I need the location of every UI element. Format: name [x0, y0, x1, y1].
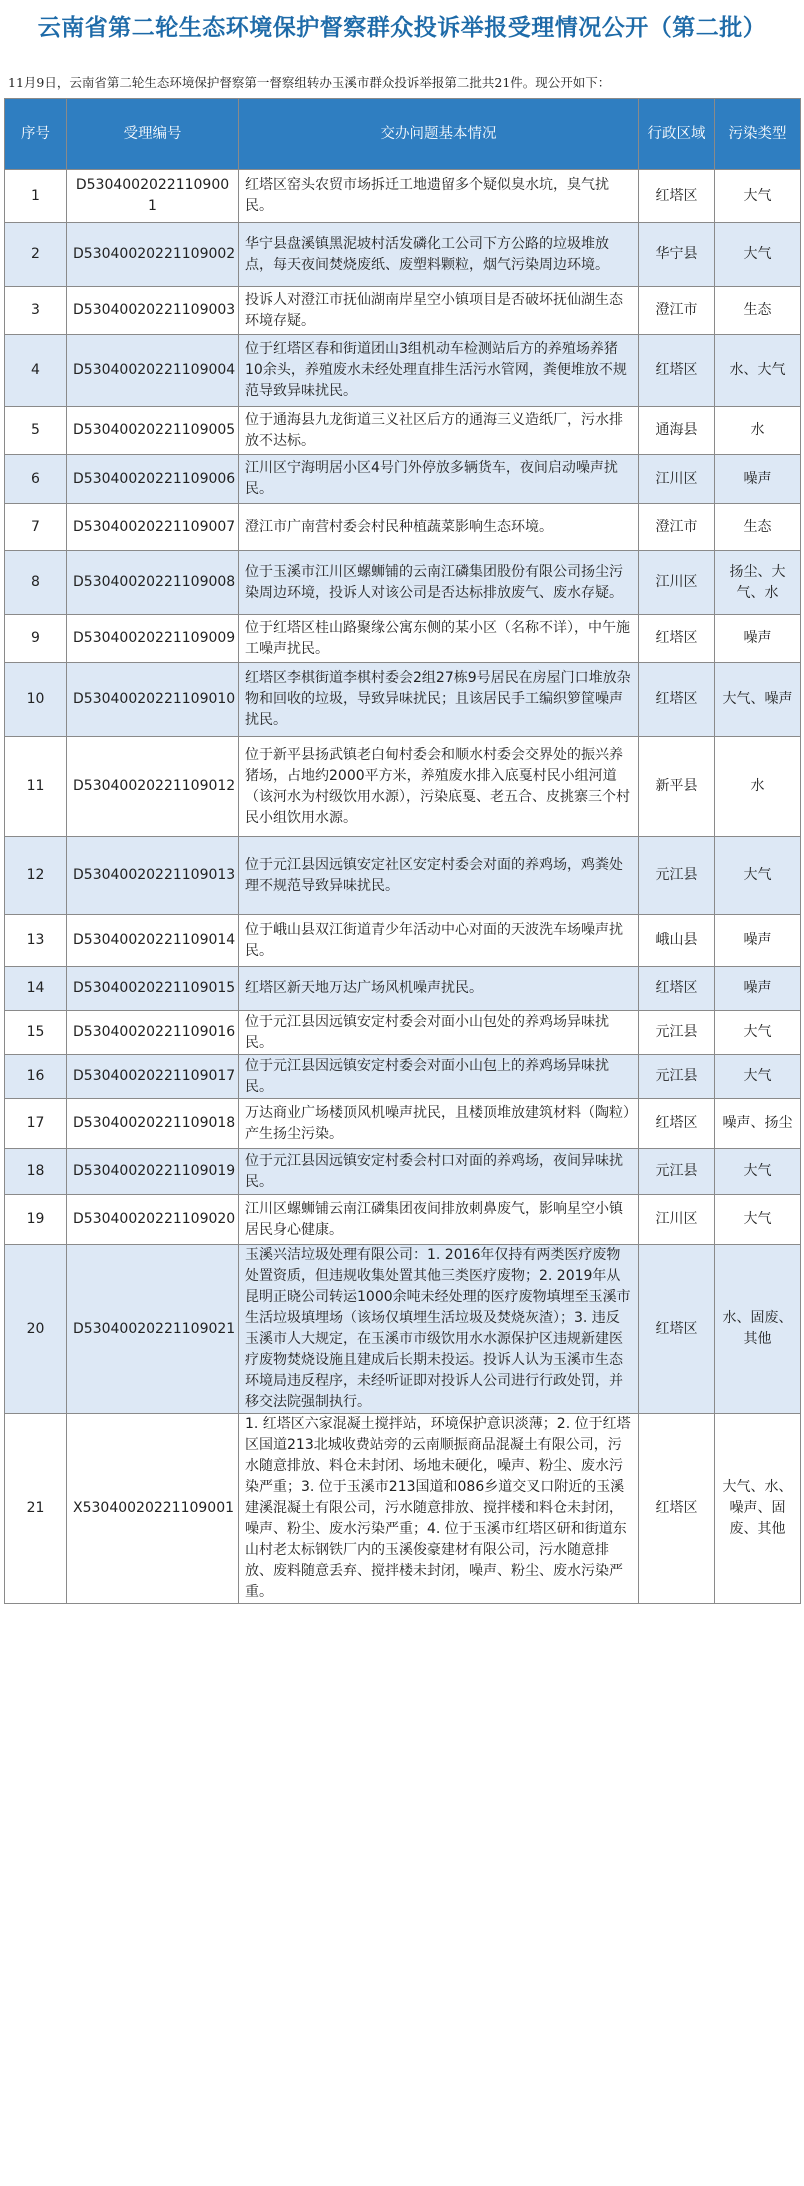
cell-desc: 位于元江县因远镇安定村委会对面小山包上的养鸡场异味扰民。	[239, 1055, 639, 1099]
cell-type: 噪声	[715, 615, 801, 663]
cell-region: 江川区	[639, 455, 715, 504]
cell-id: D5304002022110900​1	[67, 170, 239, 223]
cell-id: D53040020221109015	[67, 967, 239, 1011]
cell-id: D53040020221109003	[67, 287, 239, 335]
table-row	[5, 1099, 801, 1149]
cell-type: 噪声、扬尘	[715, 1099, 801, 1149]
cell-no: 20	[5, 1245, 67, 1414]
cell-desc: 华宁县盘溪镇黑泥坡村活发磷化工公司下方公路的垃圾堆放点，每天夜间焚烧废纸、废塑料颗粒，烟气污染周边环境。	[239, 223, 639, 287]
cell-no: 5	[5, 407, 67, 455]
table-row	[5, 737, 801, 837]
cell-region: 红塔区	[639, 1414, 715, 1604]
cell-no: 8	[5, 551, 67, 615]
cell-type: 大气	[715, 170, 801, 223]
col-header-desc: 交办问题基本情况	[239, 99, 639, 170]
col-header-id: 受理编号	[67, 99, 239, 170]
cell-id: D53040020221109010	[67, 663, 239, 737]
cell-no: 7	[5, 504, 67, 551]
table-row	[5, 551, 801, 615]
table-row	[5, 1149, 801, 1195]
cell-region: 红塔区	[639, 170, 715, 223]
table-row	[5, 287, 801, 335]
cell-desc: 位于元江县因远镇安定村委会村口对面的养鸡场，夜间异味扰民。	[239, 1149, 639, 1195]
cell-id: D53040020221109002	[67, 223, 239, 287]
cell-desc: 红塔区窑头农贸市场拆迁工地遗留多个疑似臭水坑，臭气扰民。	[239, 170, 639, 223]
table-row	[5, 223, 801, 287]
cell-no: 1	[5, 170, 67, 223]
cell-region: 红塔区	[639, 663, 715, 737]
complaints-table	[4, 98, 801, 1604]
table-row	[5, 504, 801, 551]
cell-desc: 江川区螺蛳铺云南江磷集团夜间排放刺鼻废气，影响星空小镇居民身心健康。	[239, 1195, 639, 1245]
col-header-type: 污染类型	[715, 99, 801, 170]
cell-desc: 玉溪兴洁垃圾处理有限公司：1. 2016年仅持有两类医疗废物处置资质，但违规收集处置其他三类医疗废物；2. 2019年从昆明正晓公司转运1000余吨未经处理的医疗废物填埋至玉溪市生活垃圾填埋场（该场仅填埋生活垃圾及焚烧灰渣）；3. 违反玉溪市人大规定，在玉溪市市级饮用水水源保护区违规新建医疗废物焚烧设施且建成后长期未投运。投诉人认为玉溪市生态环境局违反程序，未经听证即对投诉人公司进行行政处罚，并移交法院强制执行。	[239, 1245, 639, 1414]
cell-region: 江川区	[639, 551, 715, 615]
col-header-region: 行政区域	[639, 99, 715, 170]
cell-no: 12	[5, 837, 67, 915]
cell-desc: 位于红塔区桂山路聚缘公寓东侧的某小区（名称不详），中午施工噪声扰民。	[239, 615, 639, 663]
cell-region: 新平县	[639, 737, 715, 837]
cell-type: 大气	[715, 1195, 801, 1245]
cell-type: 大气	[715, 837, 801, 915]
cell-type: 水、固废、其他	[715, 1245, 801, 1414]
cell-no: 4	[5, 335, 67, 407]
cell-region: 红塔区	[639, 1245, 715, 1414]
cell-id: D53040020221109021	[67, 1245, 239, 1414]
cell-region: 华宁县	[639, 223, 715, 287]
table-row	[5, 837, 801, 915]
cell-desc: 投诉人对澄江市抚仙湖南岸星空小镇项目是否破坏抚仙湖生态环境存疑。	[239, 287, 639, 335]
cell-type: 噪声	[715, 455, 801, 504]
cell-no: 11	[5, 737, 67, 837]
cell-type: 噪声	[715, 915, 801, 967]
cell-no: 10	[5, 663, 67, 737]
cell-type: 噪声	[715, 967, 801, 1011]
cell-id: D53040020221109014	[67, 915, 239, 967]
cell-id: D53040020221109018	[67, 1099, 239, 1149]
cell-no: 16	[5, 1055, 67, 1099]
cell-desc: 红塔区新天地万达广场风机噪声扰民。	[239, 967, 639, 1011]
cell-region: 红塔区	[639, 967, 715, 1011]
cell-id: D53040020221109012	[67, 737, 239, 837]
cell-region: 红塔区	[639, 1099, 715, 1149]
cell-no: 19	[5, 1195, 67, 1245]
cell-no: 21	[5, 1414, 67, 1604]
cell-no: 15	[5, 1011, 67, 1055]
table-row	[5, 1195, 801, 1245]
cell-type: 大气	[715, 1149, 801, 1195]
cell-id: X53040020221109001	[67, 1414, 239, 1604]
cell-id: D53040020221109007	[67, 504, 239, 551]
cell-region: 红塔区	[639, 615, 715, 663]
cell-region: 江川区	[639, 1195, 715, 1245]
cell-no: 3	[5, 287, 67, 335]
table-row	[5, 455, 801, 504]
table-row	[5, 335, 801, 407]
cell-type: 生态	[715, 287, 801, 335]
cell-region: 峨山县	[639, 915, 715, 967]
cell-desc: 江川区宁海明居小区4号门外停放多辆货车，夜间启动噪声扰民。	[239, 455, 639, 504]
cell-no: 13	[5, 915, 67, 967]
cell-desc: 红塔区李棋街道李棋村委会2组27栋9号居民在房屋门口堆放杂物和回收的垃圾，导致异味扰民；且该居民手工编织箩筐噪声扰民。	[239, 663, 639, 737]
cell-no: 6	[5, 455, 67, 504]
cell-id: D53040020221109008	[67, 551, 239, 615]
cell-region: 澄江市	[639, 504, 715, 551]
cell-region: 元江县	[639, 1011, 715, 1055]
table-header-row	[5, 99, 801, 170]
cell-id: D53040020221109005	[67, 407, 239, 455]
table-row	[5, 615, 801, 663]
cell-id: D53040020221109004	[67, 335, 239, 407]
cell-region: 红塔区	[639, 335, 715, 407]
table-row	[5, 1245, 801, 1414]
cell-desc: 位于通海县九龙街道三义社区后方的通海三义造纸厂，污水排放不达标。	[239, 407, 639, 455]
cell-region: 元江县	[639, 837, 715, 915]
cell-desc: 位于元江县因远镇安定村委会对面小山包处的养鸡场异味扰民。	[239, 1011, 639, 1055]
cell-desc: 位于红塔区春和街道团山3组机动车检测站后方的养殖场养猪10余头，养殖废水未经处理直排生活污水管网，粪便堆放不规范导致异味扰民。	[239, 335, 639, 407]
table-row	[5, 1055, 801, 1099]
intro-text: 11月9日，云南省第二轮生态环境保护督察第一督察组转办玉溪市群众投诉举报第二批共21件。现公开如下：	[8, 75, 611, 90]
cell-id: D53040020221109013	[67, 837, 239, 915]
table-row	[5, 1011, 801, 1055]
cell-no: 14	[5, 967, 67, 1011]
cell-no: 9	[5, 615, 67, 663]
table-row	[5, 1414, 801, 1604]
cell-desc: 1. 红塔区六家混凝土搅拌站，环境保护意识淡薄；2. 位于红塔区国道213北城收费站旁的云南顺振商品混凝土有限公司，污水随意排放、料仓未封闭、场地未硬化，噪声、粉尘、废水污染严重；3. 位于玉溪市213国道和086乡道交叉口附近的玉溪建溪混凝土有限公司，污水随意排放、搅拌楼和料仓未封闭，噪声、粉尘、废水污染严重；4. 位于玉溪市红塔区研和街道东山村老太标钢铁厂内的玉溪俊豪建材有限公司，污水随意排放、废料随意丢弃、搅拌楼未封闭，噪声、粉尘、废水污染严重。	[239, 1414, 639, 1604]
cell-type: 大气	[715, 1011, 801, 1055]
cell-id: D53040020221109017	[67, 1055, 239, 1099]
table-row	[5, 967, 801, 1011]
cell-region: 澄江市	[639, 287, 715, 335]
cell-id: D53040020221109016	[67, 1011, 239, 1055]
cell-type: 水	[715, 407, 801, 455]
cell-desc: 澄江市广南营村委会村民种植蔬菜影响生态环境。	[239, 504, 639, 551]
cell-type: 水	[715, 737, 801, 837]
cell-id: D53040020221109009	[67, 615, 239, 663]
cell-desc: 位于元江县因远镇安定社区安定村委会对面的养鸡场，鸡粪处理不规范导致异味扰民。	[239, 837, 639, 915]
page-title: 云南省第二轮生态环境保护督察群众投诉举报受理情况公开（第二批）	[37, 14, 767, 41]
cell-type: 大气、水、噪声、固废、其他	[715, 1414, 801, 1604]
cell-type: 大气、噪声	[715, 663, 801, 737]
cell-type: 生态	[715, 504, 801, 551]
table-body	[5, 170, 801, 1604]
cell-desc: 位于玉溪市江川区螺蛳铺的云南江磷集团股份有限公司扬尘污染周边环境，投诉人对该公司是否达标排放废气、废水存疑。	[239, 551, 639, 615]
cell-no: 18	[5, 1149, 67, 1195]
cell-id: D53040020221109020	[67, 1195, 239, 1245]
table-row	[5, 663, 801, 737]
table-row	[5, 407, 801, 455]
cell-region: 元江县	[639, 1055, 715, 1099]
cell-desc: 位于新平县扬武镇老白甸村委会和顺水村委会交界处的振兴养猪场，占地约2000平方米，养殖废水排入底戛村民小组河道（该河水为村级饮用水源），污染底戛、老五合、皮挑寨三个村民小组饮用水源。	[239, 737, 639, 837]
cell-no: 2	[5, 223, 67, 287]
table-row	[5, 915, 801, 967]
cell-type: 扬尘、大气、水	[715, 551, 801, 615]
col-header-no: 序号	[5, 99, 67, 170]
table-row	[5, 170, 801, 223]
cell-id: D53040020221109006	[67, 455, 239, 504]
cell-region: 通海县	[639, 407, 715, 455]
cell-type: 水、大气	[715, 335, 801, 407]
cell-type: 大气	[715, 223, 801, 287]
cell-desc: 万达商业广场楼顶风机噪声扰民，且楼顶堆放建筑材料（陶粒）产生扬尘污染。	[239, 1099, 639, 1149]
cell-region: 元江县	[639, 1149, 715, 1195]
cell-desc: 位于峨山县双江街道青少年活动中心对面的天波洗车场噪声扰民。	[239, 915, 639, 967]
cell-no: 17	[5, 1099, 67, 1149]
cell-id: D53040020221109019	[67, 1149, 239, 1195]
cell-type: 大气	[715, 1055, 801, 1099]
